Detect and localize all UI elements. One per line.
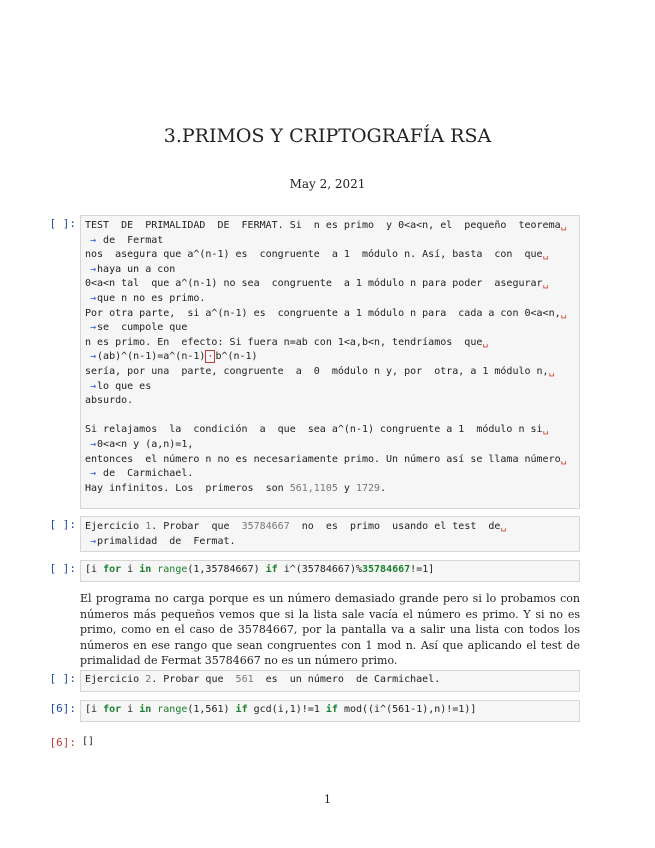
code-line: Si relajamos la condición a que sea a^(n-1) congruente a 1 módulo n si␣ bbox=[85, 424, 549, 436]
notebook-cell-output bbox=[40, 734, 580, 752]
cell-input-area[interactable] bbox=[80, 560, 580, 582]
notebook-cell-carmichael-code[interactable] bbox=[40, 700, 580, 722]
code-line: [i for i in range(1,561) if gcd(i,1)!=1 if mod((i^(561-1),n)!=1)] bbox=[85, 704, 477, 715]
cell-prompt: [6]: bbox=[49, 702, 76, 715]
code-line: → de Carmichael. bbox=[90, 468, 194, 480]
notebook-cell-exercise-2[interactable] bbox=[40, 670, 580, 692]
markdown-paragraph: El programa no carga porque es un número demasiado grande pero si lo probamos con números más pequeños vemos que si la lista sale vacía el número es primo. Y si no es primo, como en el caso de 35784667, por la pantalla va a salir una lista con todos los números en ese rango que sean congruentes con 1 mod n. Así que aplicando el test de primalidad de Fermat 35784667 no es un número primo. bbox=[80, 592, 580, 667]
page-number: 1 bbox=[324, 793, 331, 806]
code-line: →se cumpole que bbox=[90, 322, 188, 334]
page-title: 3.PRIMOS Y CRIPTOGRAFÍA RSA bbox=[163, 125, 492, 147]
code-line: nos asegura que a^(n-1) es congruente a 1 módulo n. Así, basta con que␣ bbox=[85, 249, 549, 261]
code-line: 0<a<n tal que a^(n-1) no sea congruente a 1 módulo n para poder asegurar␣ bbox=[85, 278, 549, 290]
cell-prompt: [ ]: bbox=[49, 672, 76, 685]
line-wrap-icon: ␣ bbox=[542, 424, 549, 436]
continuation-arrow-icon: → bbox=[90, 263, 97, 275]
line-wrap-icon: ␣ bbox=[542, 249, 549, 261]
notebook-cell-fermat-test[interactable] bbox=[40, 215, 580, 509]
output-value: [] bbox=[82, 736, 95, 747]
code-line: →que n no es primo. bbox=[90, 292, 206, 304]
cell-input-area[interactable] bbox=[80, 516, 580, 552]
notebook-cell-fermat-code[interactable] bbox=[40, 560, 580, 582]
notebook-cell-exercise-1[interactable] bbox=[40, 516, 580, 552]
continuation-arrow-icon: → bbox=[90, 322, 97, 334]
code-line: [i for i in range(1,35784667) if i^(35784667)%35784667!=1] bbox=[85, 564, 435, 575]
code-line: →0<a<n y (a,n)=1, bbox=[90, 438, 194, 450]
cell-input-area[interactable] bbox=[80, 215, 580, 509]
cell-input-area[interactable] bbox=[80, 670, 580, 692]
document-date: May 2, 2021 bbox=[289, 177, 366, 191]
output-prompt: [6]: bbox=[49, 736, 76, 749]
continuation-arrow-icon: → bbox=[90, 351, 97, 363]
cell-prompt: [ ]: bbox=[49, 518, 76, 531]
continuation-arrow-icon: → bbox=[90, 292, 97, 304]
code-line: sería, por una parte, congruente a 0 módulo n y, por otra, a 1 módulo n,␣ bbox=[85, 365, 555, 377]
code-line: absurdo. bbox=[85, 395, 134, 407]
code-line: →(ab)^(n-1)=a^(n-1) · b^(n-1) bbox=[90, 351, 258, 363]
code-line: Hay infinitos. Los primeros son 561,1105 y 1729. bbox=[85, 482, 387, 494]
code-line: Por otra parte, si a^(n-1) es congruente a 1 módulo n para cada a con 0<a<n,␣ bbox=[85, 307, 567, 319]
continuation-arrow-icon: → bbox=[90, 535, 97, 547]
cell-input-area[interactable] bbox=[80, 700, 580, 722]
line-wrap-icon: ␣ bbox=[482, 336, 489, 348]
line-wrap-icon: ␣ bbox=[500, 521, 507, 532]
code-line: TEST DE PRIMALIDAD DE FERMAT. Si n es primo y 0<a<n, el pequeño teorema␣ bbox=[85, 220, 567, 231]
code-line: Ejercicio 1. Probar que 35784667 no es primo usando el test de␣ bbox=[85, 521, 507, 532]
continuation-arrow-icon: → bbox=[90, 380, 97, 392]
cell-prompt: [ ]: bbox=[49, 217, 76, 230]
code-line: →haya un a con bbox=[90, 263, 176, 275]
cell-prompt: [ ]: bbox=[49, 562, 76, 575]
code-line: → de Fermat bbox=[90, 234, 164, 246]
line-wrap-icon: ␣ bbox=[560, 220, 567, 231]
line-wrap-icon: ␣ bbox=[548, 365, 555, 377]
code-line: Ejercicio 2. Probar que 561 es un número de Carmichael. bbox=[85, 674, 441, 685]
code-line: n es primo. En efecto: Si fuera n=ab con 1<a,b<n, tendríamos que␣ bbox=[85, 336, 489, 348]
invalid-char-box-icon: · bbox=[207, 351, 214, 363]
code-line: →lo que es bbox=[90, 380, 152, 392]
continuation-arrow-icon: → bbox=[90, 234, 97, 246]
code-line: entonces el número n no es necesariamente primo. Un número así se llama número␣ bbox=[85, 453, 567, 465]
line-wrap-icon: ␣ bbox=[560, 453, 567, 465]
continuation-arrow-icon: → bbox=[90, 438, 97, 450]
continuation-arrow-icon: → bbox=[90, 468, 97, 480]
line-wrap-icon: ␣ bbox=[542, 278, 549, 290]
code-line-empty bbox=[85, 409, 579, 424]
code-line: →primalidad de Fermat. bbox=[90, 535, 236, 547]
line-wrap-icon: ␣ bbox=[560, 307, 567, 319]
